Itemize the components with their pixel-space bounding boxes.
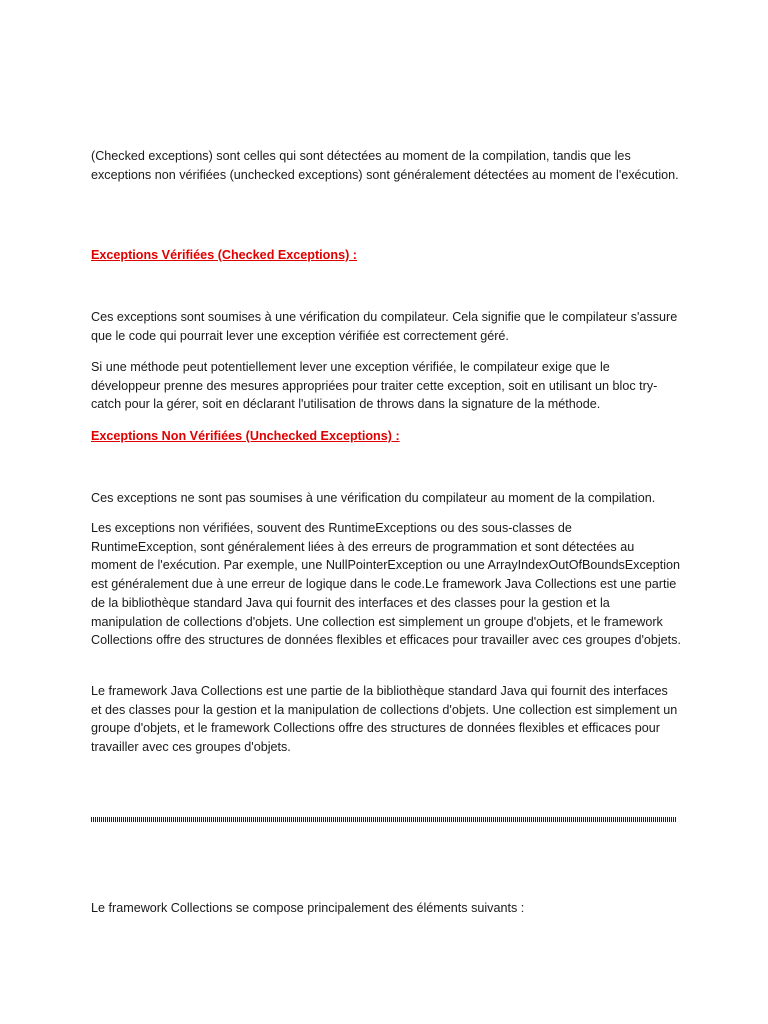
checked-paragraph-1: Ces exceptions sont soumises à une vérification du compilateur. Cela signifie que le compilateur s'assure que le code qui pourrait lever une exception vérifiée est correctement géré. bbox=[91, 310, 678, 343]
checked-paragraph-2: Si une méthode peut potentiellement lever une exception vérifiée, le compilateur exige que le développeur prenne des mesures appropriées pour traiter cette exception, soit en utilisant un bloc try-catch pour la gérer, soit en déclarant l'utilisation de throws dans la signature de la méthode. bbox=[91, 360, 658, 412]
collections-intro-paragraph: Le framework Collections se compose principalement des éléments suivants : bbox=[91, 901, 525, 915]
page-divider bbox=[91, 817, 677, 822]
checked-exceptions-heading: Exceptions Vérifiées (Checked Exceptions) : bbox=[91, 248, 357, 262]
unchecked-exceptions-heading: Exceptions Non Vérifiées (Unchecked Exceptions) : bbox=[91, 429, 400, 443]
collections-paragraph: Le framework Java Collections est une partie de la bibliothèque standard Java qui fournit des interfaces et des classes pour la gestion et la manipulation de collections d'objets. Une collection est simplement un groupe d'objets, et le framework Collections offre des structures de données flexibles et efficaces pour travailler avec ces groupes d'objets. bbox=[91, 684, 678, 755]
intro-paragraph: (Checked exceptions) sont celles qui sont détectées au moment de la compilation, tandis que les exceptions non vérifiées (unchecked exceptions) sont généralement détectées au moment de l'exécution. bbox=[91, 149, 679, 182]
unchecked-paragraph-2: Les exceptions non vérifiées, souvent des RuntimeExceptions ou des sous-classes de RuntimeException, sont généralement liées à des erreurs de programmation et sont détectées au moment de l'exécution. Par exemple, une NullPointerException ou une ArrayIndexOutOfBoundsException est généralement due à une erreur de logique dans le code.Le framework Java Collections est une partie de la bibliothèque standard Java qui fournit des interfaces et des classes pour la gestion et la manipulation de collections d'objets. Une collection est simplement un groupe d'objets, et le framework Collections offre des structures de données flexibles et efficaces pour travailler avec ces groupes d'objets. bbox=[91, 521, 681, 648]
unchecked-paragraph-1: Ces exceptions ne sont pas soumises à une vérification du compilateur au moment de la compilation. bbox=[91, 491, 656, 505]
